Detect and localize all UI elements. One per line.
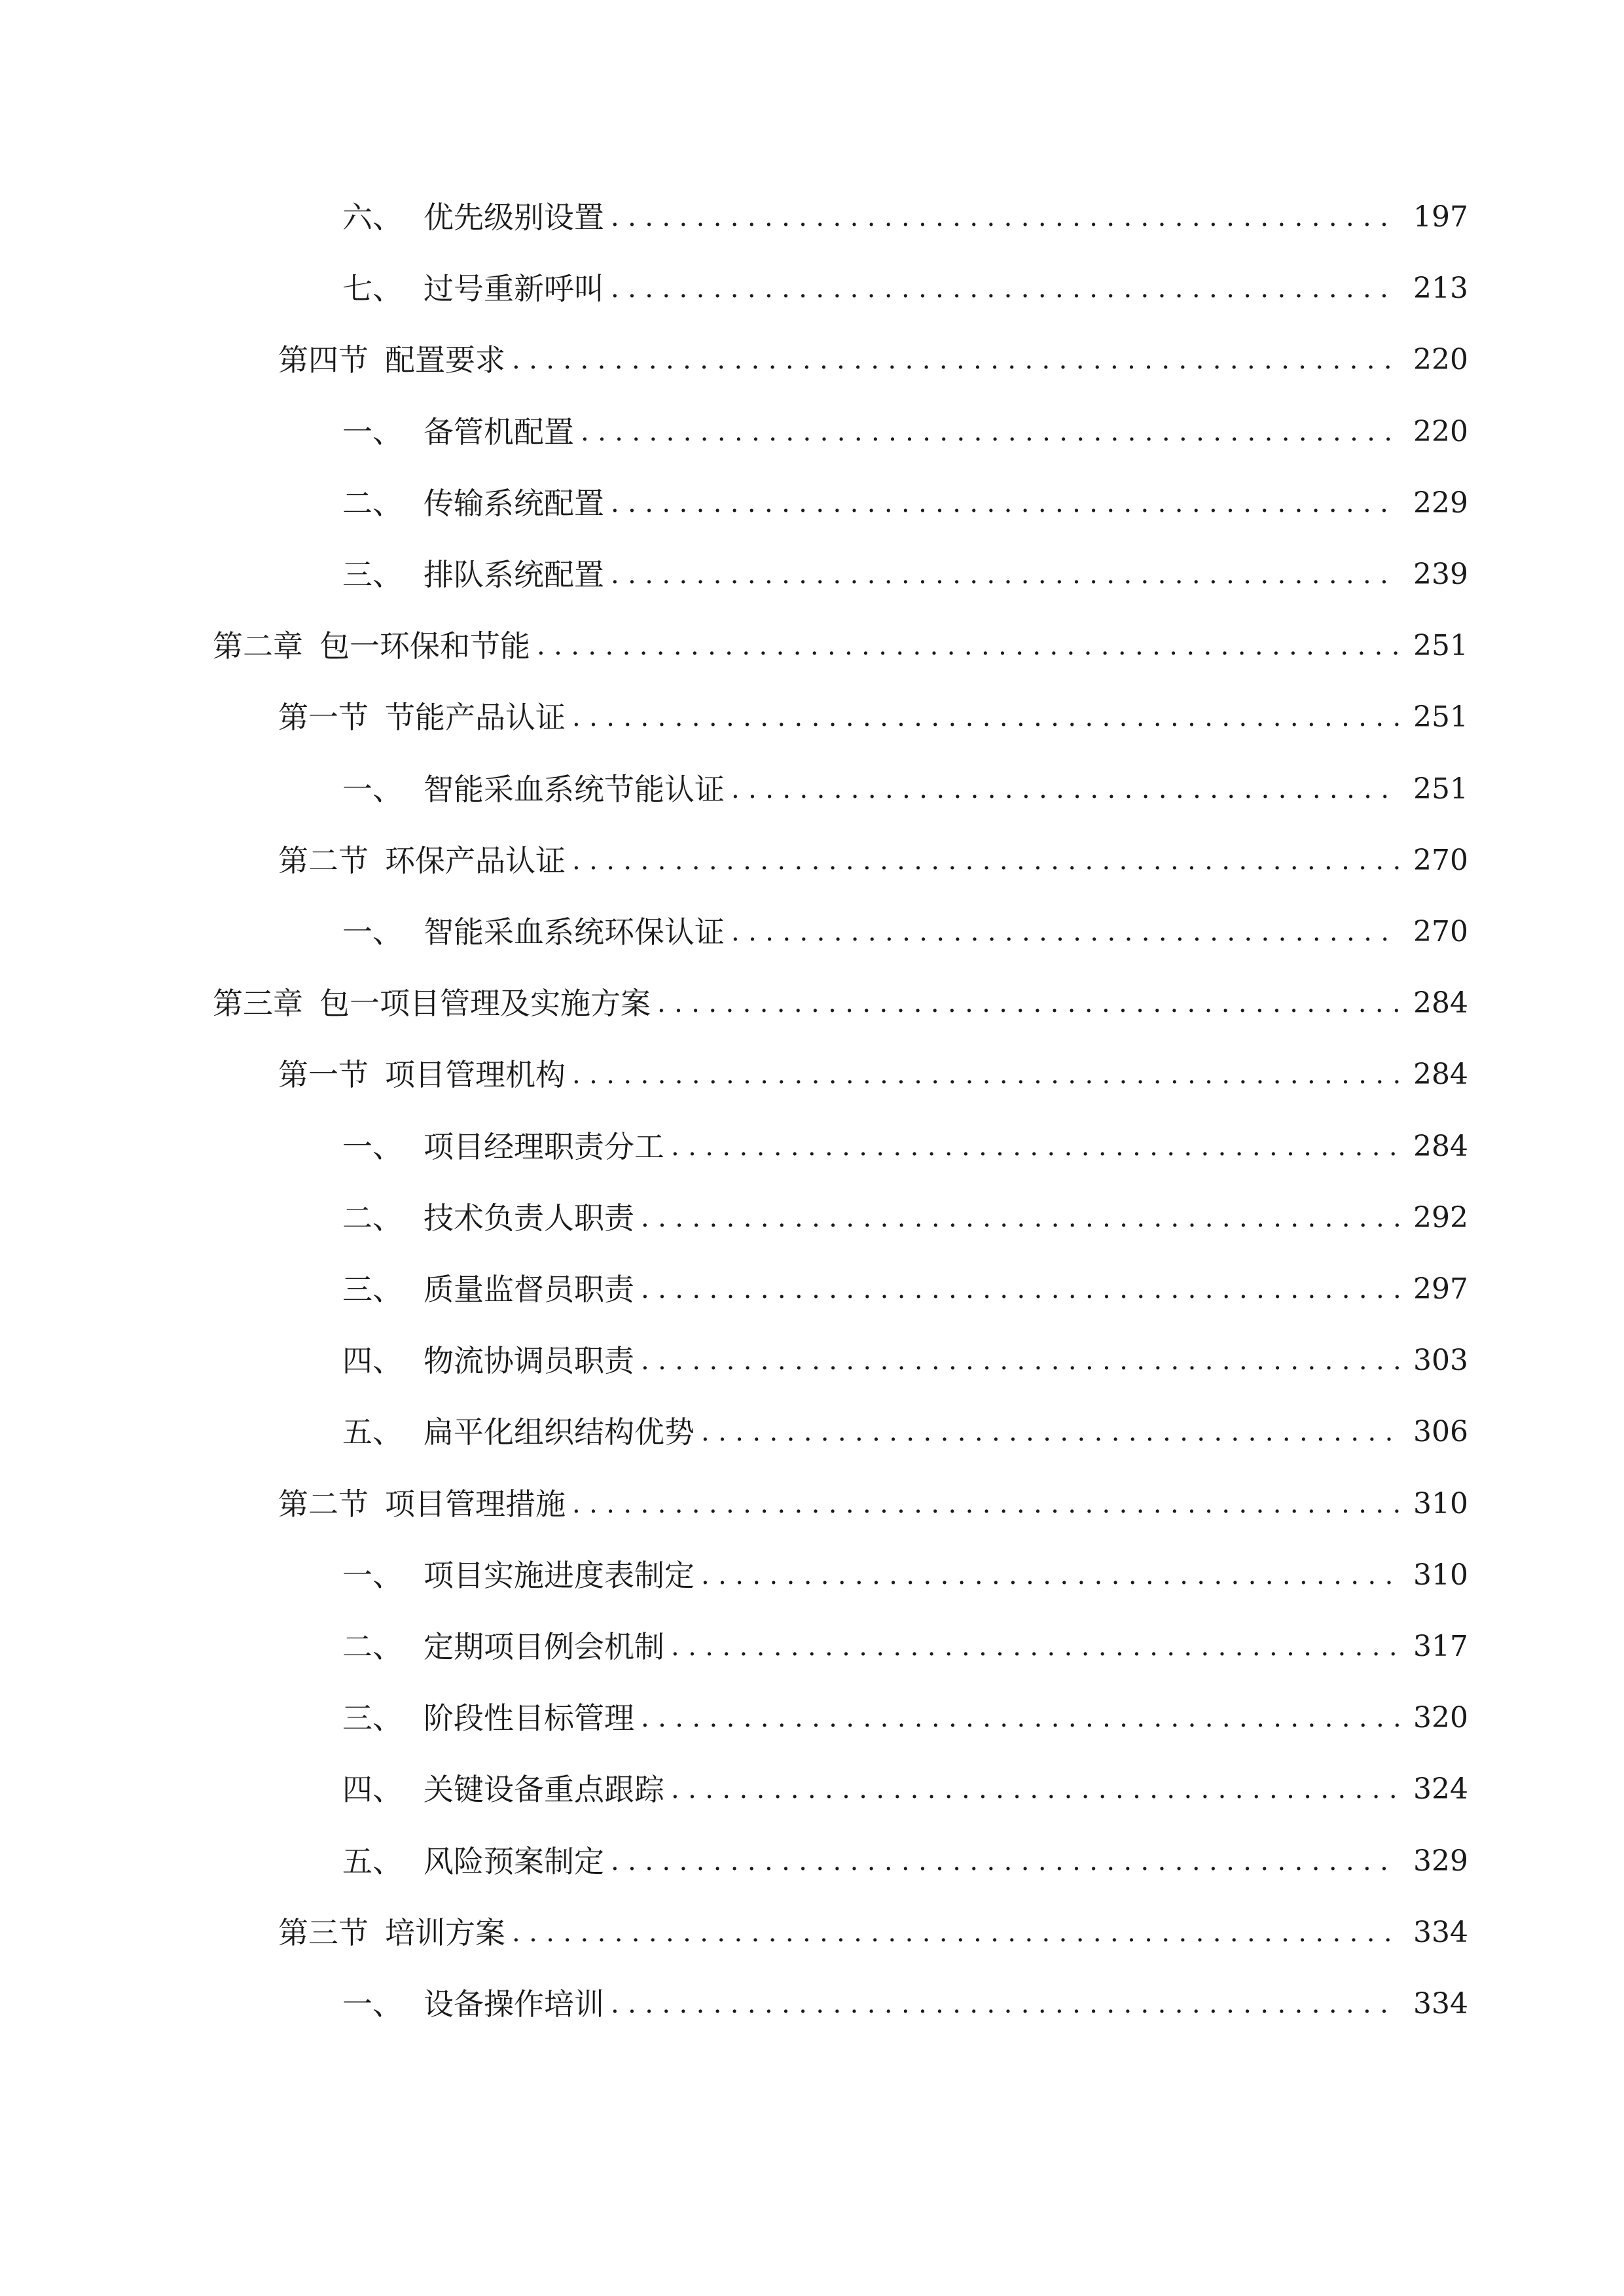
toc-entry-page: 310 [1413, 1487, 1468, 1520]
toc-entry-page: 220 [1413, 343, 1468, 376]
toc-dot-leader [581, 406, 1399, 458]
toc-entry-number: 三、 [342, 557, 403, 592]
toc-entry-page: 310 [1413, 1558, 1468, 1592]
toc-entry[interactable] [342, 1121, 1468, 1173]
toc-entry-number: 第三节 [278, 1915, 369, 1950]
toc-entry-title: 备管机配置 [424, 414, 574, 450]
toc-entry-number: 第二节 [278, 843, 369, 878]
toc-entry-page: 303 [1413, 1344, 1468, 1377]
toc-dot-leader [641, 1692, 1399, 1744]
toc-entry-title: 项目管理措施 [385, 1486, 566, 1522]
toc-dot-leader [611, 477, 1399, 529]
toc-entry[interactable] [213, 620, 1468, 672]
toc-entry[interactable] [342, 406, 1468, 458]
toc-dot-leader [641, 1335, 1399, 1387]
toc-entry-page: 334 [1413, 1916, 1468, 1949]
toc-dot-leader [657, 977, 1399, 1030]
toc-entry-title: 传输系统配置 [424, 486, 604, 521]
toc-dot-leader [537, 620, 1399, 672]
toc-entry[interactable] [342, 1621, 1468, 1673]
toc-entry-title: 项目经理职责分工 [424, 1129, 664, 1164]
toc-entry[interactable] [342, 1978, 1468, 2030]
toc-entry-page: 306 [1413, 1415, 1468, 1448]
toc-dot-leader [572, 1049, 1399, 1101]
toc-entry-title: 物流协调员职责 [424, 1343, 634, 1378]
toc-entry[interactable] [278, 1478, 1468, 1530]
toc-entry[interactable] [342, 191, 1468, 243]
toc-entry[interactable] [342, 1406, 1468, 1458]
toc-entry-title: 配置要求 [385, 342, 505, 378]
toc-entry-title: 风险预案制定 [424, 1844, 604, 1879]
toc-entry-number: 第四节 [278, 342, 369, 378]
toc-entry-title: 智能采血系统节能认证 [424, 772, 725, 807]
toc-entry-page: 317 [1413, 1630, 1468, 1663]
toc-entry-number: 三、 [342, 1272, 403, 1307]
toc-dot-leader [701, 1549, 1399, 1602]
toc-entry-number: 五、 [342, 1414, 403, 1450]
toc-entry[interactable] [342, 1335, 1468, 1387]
toc-entry-title: 设备操作培训 [424, 1986, 604, 2022]
toc-entry-number: 一、 [342, 914, 403, 950]
toc-entry[interactable] [342, 1692, 1468, 1744]
toc-dot-leader [572, 1478, 1399, 1530]
toc-entry-page: 251 [1413, 629, 1468, 662]
toc-entry-page: 284 [1413, 986, 1468, 1020]
toc-entry[interactable] [213, 977, 1468, 1030]
toc-entry-number: 一、 [342, 772, 403, 807]
toc-entry-number: 第二章 [213, 628, 303, 664]
toc-entry-title: 节能产品认证 [385, 700, 566, 735]
toc-entry[interactable] [342, 1763, 1468, 1816]
toc-entry-page: 329 [1413, 1844, 1468, 1878]
toc-entry[interactable] [342, 262, 1468, 315]
toc-entry-number: 第三章 [213, 986, 303, 1021]
toc-entry-title: 项目管理机构 [385, 1057, 566, 1092]
toc-entry-title: 阶段性目标管理 [424, 1700, 634, 1736]
toc-entry-title: 扁平化组织结构优势 [424, 1414, 695, 1450]
toc-entry-title: 环保产品认证 [385, 843, 566, 878]
toc-dot-leader [512, 1907, 1399, 1959]
toc-entry-title: 质量监督员职责 [424, 1272, 634, 1307]
toc-entry[interactable] [342, 1835, 1468, 1888]
toc-entry-number: 四、 [342, 1343, 403, 1378]
toc-entry[interactable] [342, 1263, 1468, 1316]
toc-dot-leader [572, 691, 1399, 744]
toc-entry[interactable] [278, 691, 1468, 744]
toc-entry-page: 324 [1413, 1772, 1468, 1806]
toc-entry-title: 包一环保和节能 [319, 628, 530, 664]
toc-entry-page: 251 [1413, 772, 1468, 806]
toc-entry[interactable] [342, 548, 1468, 601]
toc-entry-number: 四、 [342, 1772, 403, 1807]
toc-entry-number: 一、 [342, 1558, 403, 1593]
toc-entry[interactable] [278, 1049, 1468, 1101]
toc-dot-leader [611, 1835, 1399, 1888]
toc-dot-leader [611, 1978, 1399, 2030]
toc-entry-number: 第一节 [278, 700, 369, 735]
toc-dot-leader [611, 262, 1399, 315]
toc-dot-leader [671, 1121, 1399, 1173]
toc-entry-number: 第二节 [278, 1486, 369, 1522]
toc-entry-page: 334 [1413, 1987, 1468, 2020]
toc-entry-number: 五、 [342, 1844, 403, 1879]
toc-entry[interactable] [342, 906, 1468, 958]
toc-entry-page: 284 [1413, 1130, 1468, 1163]
toc-entry-number: 一、 [342, 1986, 403, 2022]
toc-entry[interactable] [342, 1192, 1468, 1244]
toc-entry-title: 包一项目管理及实施方案 [319, 986, 651, 1021]
toc-entry-number: 二、 [342, 1629, 403, 1664]
toc-dot-leader [611, 191, 1399, 243]
toc-entry-title: 技术负责人职责 [424, 1200, 634, 1236]
toc-entry-number: 三、 [342, 1700, 403, 1736]
toc-entry-page: 297 [1413, 1272, 1468, 1306]
toc-dot-leader [611, 548, 1399, 601]
toc-entry-page: 251 [1413, 700, 1468, 734]
toc-entry-number: 二、 [342, 486, 403, 521]
toc-entry[interactable] [278, 834, 1468, 887]
toc-dot-leader [731, 763, 1399, 816]
toc-dot-leader [641, 1192, 1399, 1244]
toc-dot-leader [701, 1406, 1399, 1458]
toc-entry-title: 优先级别设置 [424, 200, 604, 235]
toc-entry-page: 292 [1413, 1201, 1468, 1234]
toc-entry-page: 284 [1413, 1058, 1468, 1091]
toc-dot-leader [572, 834, 1399, 887]
toc-dot-leader [671, 1621, 1399, 1673]
toc-entry[interactable] [278, 1907, 1468, 1959]
toc-entry[interactable] [342, 1549, 1468, 1602]
toc-entry-page: 220 [1413, 415, 1468, 448]
toc-entry-page: 213 [1413, 272, 1468, 305]
toc-entry-number: 一、 [342, 1129, 403, 1164]
toc-entry-title: 智能采血系统环保认证 [424, 914, 725, 950]
toc-entry[interactable] [342, 477, 1468, 529]
toc-entry-title: 关键设备重点跟踪 [424, 1772, 664, 1807]
toc-entry[interactable] [342, 763, 1468, 816]
toc-entry-page: 270 [1413, 844, 1468, 877]
toc-entry-title: 排队系统配置 [424, 557, 604, 592]
toc-entry-number: 第一节 [278, 1057, 369, 1092]
toc-entry-number: 六、 [342, 200, 403, 235]
toc-dot-leader [641, 1263, 1399, 1316]
toc-dot-leader [671, 1763, 1399, 1816]
toc-entry-title: 过号重新呼叫 [424, 271, 604, 306]
toc-dot-leader [731, 906, 1399, 958]
toc-entry[interactable] [278, 334, 1468, 386]
toc-entry-page: 229 [1413, 486, 1468, 520]
toc-entry-page: 320 [1413, 1701, 1468, 1734]
toc-entry-title: 定期项目例会机制 [424, 1629, 664, 1664]
toc-entry-number: 一、 [342, 414, 403, 450]
toc-entry-page: 270 [1413, 915, 1468, 948]
toc-entry-title: 项目实施进度表制定 [424, 1558, 695, 1593]
toc-dot-leader [512, 334, 1399, 386]
toc-entry-number: 二、 [342, 1200, 403, 1236]
toc-entry-number: 七、 [342, 271, 403, 306]
toc-entry-page: 197 [1413, 200, 1468, 234]
toc-entry-page: 239 [1413, 558, 1468, 591]
toc-entry-title: 培训方案 [385, 1915, 505, 1950]
